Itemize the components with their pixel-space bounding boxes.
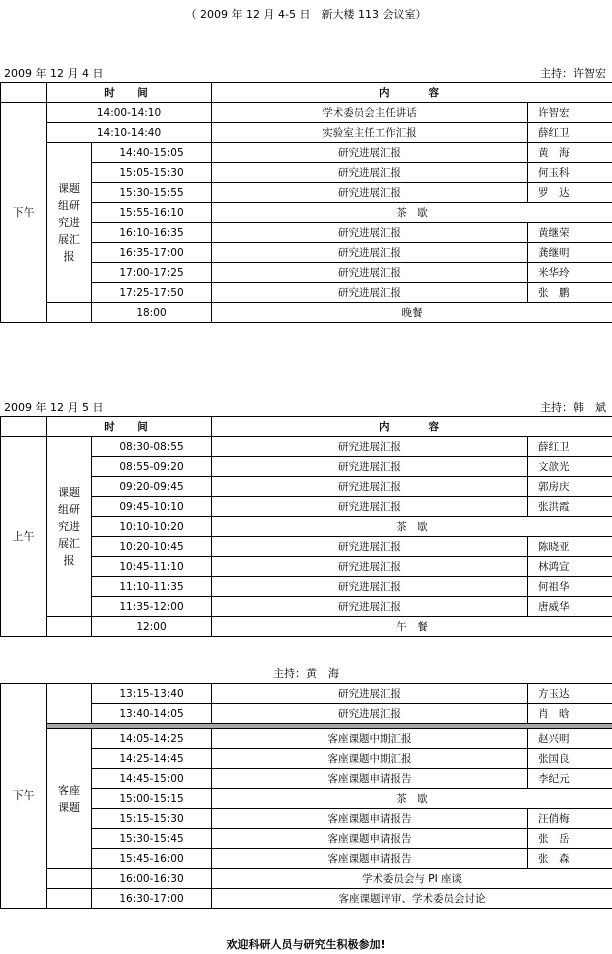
table-row (1, 889, 612, 909)
content-cell: 研究进展汇报 (212, 437, 528, 457)
time-cell: 15:30-15:45 (92, 829, 212, 849)
table-row (1, 103, 612, 123)
time-cell: 14:45-15:00 (92, 769, 212, 789)
speaker-cell: 何祖华 (528, 577, 612, 597)
content-cell: 客座课题中期汇报 (212, 729, 528, 749)
speaker-cell: 张洪霞 (528, 497, 612, 517)
speaker-cell: 薛红卫 (528, 123, 612, 143)
speaker-cell: 张 岳 (528, 829, 612, 849)
table-row (1, 789, 612, 809)
table-row (1, 263, 612, 283)
content-cell: 茶 歇 (212, 517, 612, 537)
period-label: 下午 (1, 103, 47, 323)
content-cell: 实验室主任工作汇报 (212, 123, 528, 143)
day2-host: 主持：韩 斌 (540, 401, 606, 414)
content-cell: 客座课题评审、学术委员会讨论 (212, 889, 612, 909)
header-blank (1, 417, 47, 437)
speaker-cell: 赵兴明 (528, 729, 612, 749)
header-row (1, 83, 612, 103)
time-cell: 13:15-13:40 (92, 684, 212, 704)
speaker-cell: 张国良 (528, 749, 612, 769)
time-cell: 16:00-16:30 (92, 869, 212, 889)
table-row (1, 597, 612, 617)
content-header: 内 容 (212, 417, 612, 437)
speaker-cell: 米华玲 (528, 263, 612, 283)
speaker-cell: 何玉科 (528, 163, 612, 183)
speaker-cell: 黄继荣 (528, 223, 612, 243)
time-cell: 17:25-17:50 (92, 283, 212, 303)
content-cell: 研究进展汇报 (212, 557, 528, 577)
speaker-cell: 黄 海 (528, 143, 612, 163)
table-row (1, 684, 612, 704)
table-row (1, 303, 612, 323)
time-cell: 09:20-09:45 (92, 477, 212, 497)
table-row (1, 243, 612, 263)
table-row (1, 203, 612, 223)
table-row (1, 143, 612, 163)
speaker-cell: 龚继明 (528, 243, 612, 263)
blank-cell (47, 869, 92, 889)
table-row (1, 729, 612, 749)
speaker-cell: 陈晓亚 (528, 537, 612, 557)
speaker-cell: 许智宏 (528, 103, 612, 123)
speaker-cell: 林鸿宣 (528, 557, 612, 577)
speaker-cell: 张 鹏 (528, 283, 612, 303)
table-row (1, 809, 612, 829)
table-row (1, 557, 612, 577)
time-cell: 12:00 (92, 617, 212, 637)
content-cell: 学术委员会主任讲话 (212, 103, 528, 123)
content-header: 内 容 (212, 83, 612, 103)
table-row (1, 749, 612, 769)
blank-cell (47, 684, 92, 724)
content-cell: 客座课题申请报告 (212, 849, 528, 869)
day1-table (0, 82, 612, 323)
table-row (1, 704, 612, 724)
day2-afternoon-table (0, 683, 612, 909)
time-cell: 15:30-15:55 (92, 183, 212, 203)
time-cell: 14:10-14:40 (47, 123, 212, 143)
content-cell: 客座课题申请报告 (212, 769, 528, 789)
header-blank (1, 83, 47, 103)
content-cell: 研究进展汇报 (212, 477, 528, 497)
time-cell: 15:05-15:30 (92, 163, 212, 183)
period-label: 下午 (1, 684, 47, 909)
content-cell: 午 餐 (212, 617, 612, 637)
speaker-cell: 唐威华 (528, 597, 612, 617)
content-cell: 客座课题申请报告 (212, 829, 528, 849)
table-row (1, 829, 612, 849)
time-cell: 15:45-16:00 (92, 849, 212, 869)
header-row (1, 417, 612, 437)
content-cell: 晚餐 (212, 303, 612, 323)
speaker-cell: 方玉达 (528, 684, 612, 704)
table-row (1, 517, 612, 537)
time-cell: 14:00-14:10 (47, 103, 212, 123)
time-cell: 15:15-15:30 (92, 809, 212, 829)
time-cell: 10:20-10:45 (92, 537, 212, 557)
time-cell: 08:30-08:55 (92, 437, 212, 457)
time-cell: 11:10-11:35 (92, 577, 212, 597)
speaker-cell: 薛红卫 (528, 437, 612, 457)
content-cell: 研究进展汇报 (212, 163, 528, 183)
content-cell: 研究进展汇报 (212, 223, 528, 243)
table-row (1, 163, 612, 183)
time-cell: 15:55-16:10 (92, 203, 212, 223)
content-cell: 客座课题申请报告 (212, 809, 528, 829)
group-label: 客座课题 (47, 729, 92, 869)
speaker-cell: 张 森 (528, 849, 612, 869)
period-label: 上午 (1, 437, 47, 637)
time-cell: 14:40-15:05 (92, 143, 212, 163)
content-cell: 研究进展汇报 (212, 597, 528, 617)
table-row (1, 577, 612, 597)
time-cell: 17:00-17:25 (92, 263, 212, 283)
table-row (1, 537, 612, 557)
time-cell: 10:45-11:10 (92, 557, 212, 577)
time-cell: 08:55-09:20 (92, 457, 212, 477)
time-cell: 16:35-17:00 (92, 243, 212, 263)
afternoon-host: 主持：黄 海 (273, 667, 339, 680)
content-cell: 研究进展汇报 (212, 243, 528, 263)
blank-cell (47, 889, 92, 909)
time-cell: 14:05-14:25 (92, 729, 212, 749)
table-row (1, 123, 612, 143)
table-row (1, 437, 612, 457)
table-row (1, 183, 612, 203)
time-cell: 16:30-17:00 (92, 889, 212, 909)
content-cell: 研究进展汇报 (212, 457, 528, 477)
speaker-cell: 李纪元 (528, 769, 612, 789)
content-cell: 茶 歇 (212, 789, 612, 809)
content-cell: 客座课题中期汇报 (212, 749, 528, 769)
content-cell: 学术委员会与 PI 座谈 (212, 869, 612, 889)
blank-cell (47, 303, 92, 323)
table-row (1, 769, 612, 789)
table-row (1, 849, 612, 869)
speaker-cell: 文歆光 (528, 457, 612, 477)
table-row (1, 457, 612, 477)
table-row (1, 477, 612, 497)
day2-morning-table (0, 416, 612, 637)
content-cell: 研究进展汇报 (212, 283, 528, 303)
time-cell: 10:10-10:20 (92, 517, 212, 537)
time-cell: 18:00 (92, 303, 212, 323)
content-cell: 研究进展汇报 (212, 537, 528, 557)
content-cell: 研究进展汇报 (212, 497, 528, 517)
content-cell: 研究进展汇报 (212, 704, 528, 724)
content-cell: 研究进展汇报 (212, 143, 528, 163)
blank-cell (47, 617, 92, 637)
page-header: （ 2009 年 12 月 4-5 日 新大楼 113 会议室） (185, 8, 427, 21)
table-row (1, 617, 612, 637)
time-header: 时 间 (47, 417, 212, 437)
content-cell: 研究进展汇报 (212, 684, 528, 704)
page-footer: 欢迎科研人员与研究生积极参加! (226, 938, 386, 951)
time-cell: 13:40-14:05 (92, 704, 212, 724)
time-cell: 15:00-15:15 (92, 789, 212, 809)
time-cell: 14:25-14:45 (92, 749, 212, 769)
table-row (1, 497, 612, 517)
group-label: 课题组研究进展汇报 (47, 143, 92, 303)
speaker-cell: 罗 达 (528, 183, 612, 203)
group-label: 课题组研究进展汇报 (47, 437, 92, 617)
time-header: 时 间 (47, 83, 212, 103)
time-cell: 09:45-10:10 (92, 497, 212, 517)
day2-date: 2009 年 12 月 5 日 (4, 401, 104, 414)
table-row (1, 283, 612, 303)
day1-date: 2009 年 12 月 4 日 (4, 67, 104, 80)
content-cell: 研究进展汇报 (212, 263, 528, 283)
content-cell: 茶 歇 (212, 203, 612, 223)
day1-host: 主持：许智宏 (540, 67, 606, 80)
speaker-cell: 郭房庆 (528, 477, 612, 497)
table-row (1, 223, 612, 243)
content-cell: 研究进展汇报 (212, 577, 528, 597)
time-cell: 16:10-16:35 (92, 223, 212, 243)
content-cell: 研究进展汇报 (212, 183, 528, 203)
time-cell: 11:35-12:00 (92, 597, 212, 617)
speaker-cell: 汪俏梅 (528, 809, 612, 829)
table-row (1, 869, 612, 889)
speaker-cell: 肖 晗 (528, 704, 612, 724)
